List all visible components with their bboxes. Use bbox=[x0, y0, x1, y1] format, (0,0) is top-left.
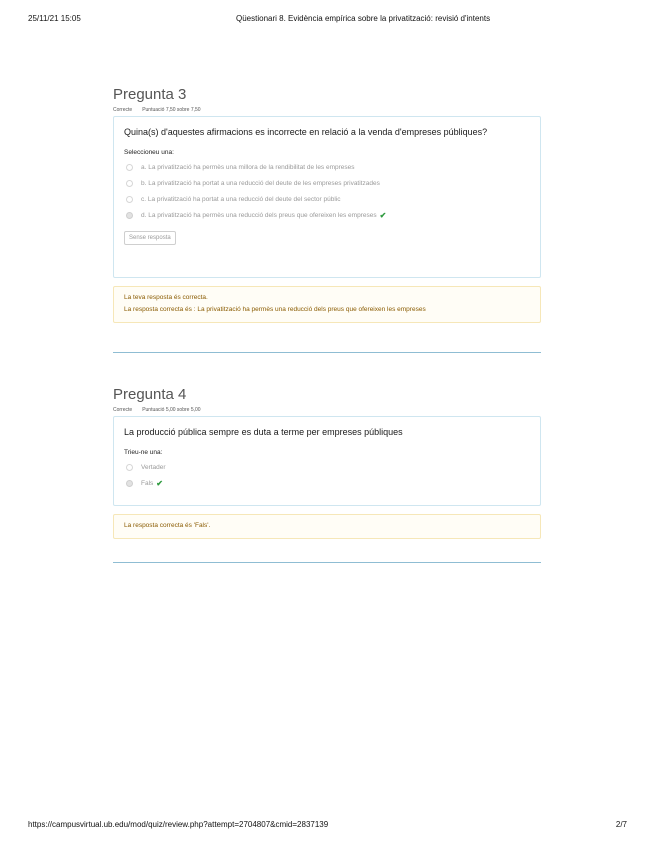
feedback-result: La teva resposta és correcta. bbox=[124, 294, 208, 301]
question-separator bbox=[113, 352, 541, 353]
answer-option-label: Vertader bbox=[141, 463, 166, 471]
feedback-box bbox=[113, 286, 541, 323]
question-4 bbox=[113, 386, 541, 539]
question-meta bbox=[113, 407, 541, 413]
feedback-box bbox=[113, 514, 541, 539]
question-title: Pregunta 3 bbox=[113, 86, 187, 103]
print-title: Qüestionari 8. Evidència empírica sobre la privatització: revisió d'intents bbox=[236, 14, 491, 23]
answer-option-label: Fals bbox=[141, 479, 154, 487]
correct-check-icon: ✔ bbox=[156, 478, 163, 488]
feedback-correct-answer: La resposta correcta és : La privatització ha permès una reducció dels preus que ofereixen les empreses bbox=[124, 306, 426, 313]
answer-option-a[interactable] bbox=[124, 159, 530, 175]
print-url: https://campusvirtual.ub.edu/mod/quiz/review.php?attempt=2704807&cmid=2837139 bbox=[28, 820, 329, 829]
feedback-correct-answer: La resposta correcta és 'Fals'. bbox=[124, 522, 211, 529]
radio-button-selected[interactable] bbox=[126, 480, 133, 487]
answer-option-false[interactable] bbox=[124, 475, 530, 491]
question-status: Correcte bbox=[113, 407, 133, 413]
radio-button[interactable] bbox=[126, 196, 133, 203]
clear-answer-button[interactable]: Sense resposta bbox=[124, 231, 176, 245]
print-page-number: 2/7 bbox=[615, 820, 627, 829]
answer-option-d[interactable] bbox=[124, 207, 530, 223]
radio-button[interactable] bbox=[126, 164, 133, 171]
answer-options bbox=[124, 159, 530, 223]
correct-check-icon: ✔ bbox=[379, 210, 387, 220]
answer-prompt: Seleccioneu una: bbox=[124, 149, 174, 156]
radio-button-selected[interactable] bbox=[126, 212, 133, 219]
answer-option-label: c. La privatització ha portat a una reducció del deute del sector públic bbox=[141, 195, 341, 203]
question-score: Puntuació 5,00 sobre 5,00 bbox=[142, 407, 201, 413]
answer-option-label: b. La privatització ha portat a una reducció del deute de les empreses privatitzades bbox=[141, 179, 380, 187]
answer-option-c[interactable] bbox=[124, 191, 530, 207]
print-date: 25/11/21 15:05 bbox=[28, 14, 81, 23]
question-separator bbox=[113, 562, 541, 563]
print-header bbox=[0, 14, 655, 28]
question-score: Puntuació 7,50 sobre 7,50 bbox=[142, 107, 201, 113]
answer-option-true[interactable] bbox=[124, 459, 530, 475]
answer-option-b[interactable] bbox=[124, 175, 530, 191]
answer-prompt: Trieu-ne una: bbox=[124, 449, 163, 456]
radio-button[interactable] bbox=[126, 464, 133, 471]
answer-option-label: d. La privatització ha permès una reducció dels preus que ofereixen les empreses bbox=[141, 211, 377, 219]
question-3 bbox=[113, 86, 541, 323]
answer-option-label: a. La privatització ha permès una millora de la rendibilitat de les empreses bbox=[141, 163, 355, 171]
question-status: Correcte bbox=[113, 107, 133, 113]
question-text: Quina(s) d'aquestes afirmacions es incorrecte en relació a la venda d'empreses públiques? bbox=[124, 127, 488, 137]
question-title: Pregunta 4 bbox=[113, 386, 187, 403]
question-content bbox=[113, 416, 541, 506]
question-content bbox=[113, 116, 541, 278]
answer-options bbox=[124, 459, 530, 491]
question-meta bbox=[113, 107, 541, 113]
question-text: La producció pública sempre es duta a terme per empreses públiques bbox=[124, 427, 403, 437]
print-footer bbox=[0, 820, 655, 834]
radio-button[interactable] bbox=[126, 180, 133, 187]
